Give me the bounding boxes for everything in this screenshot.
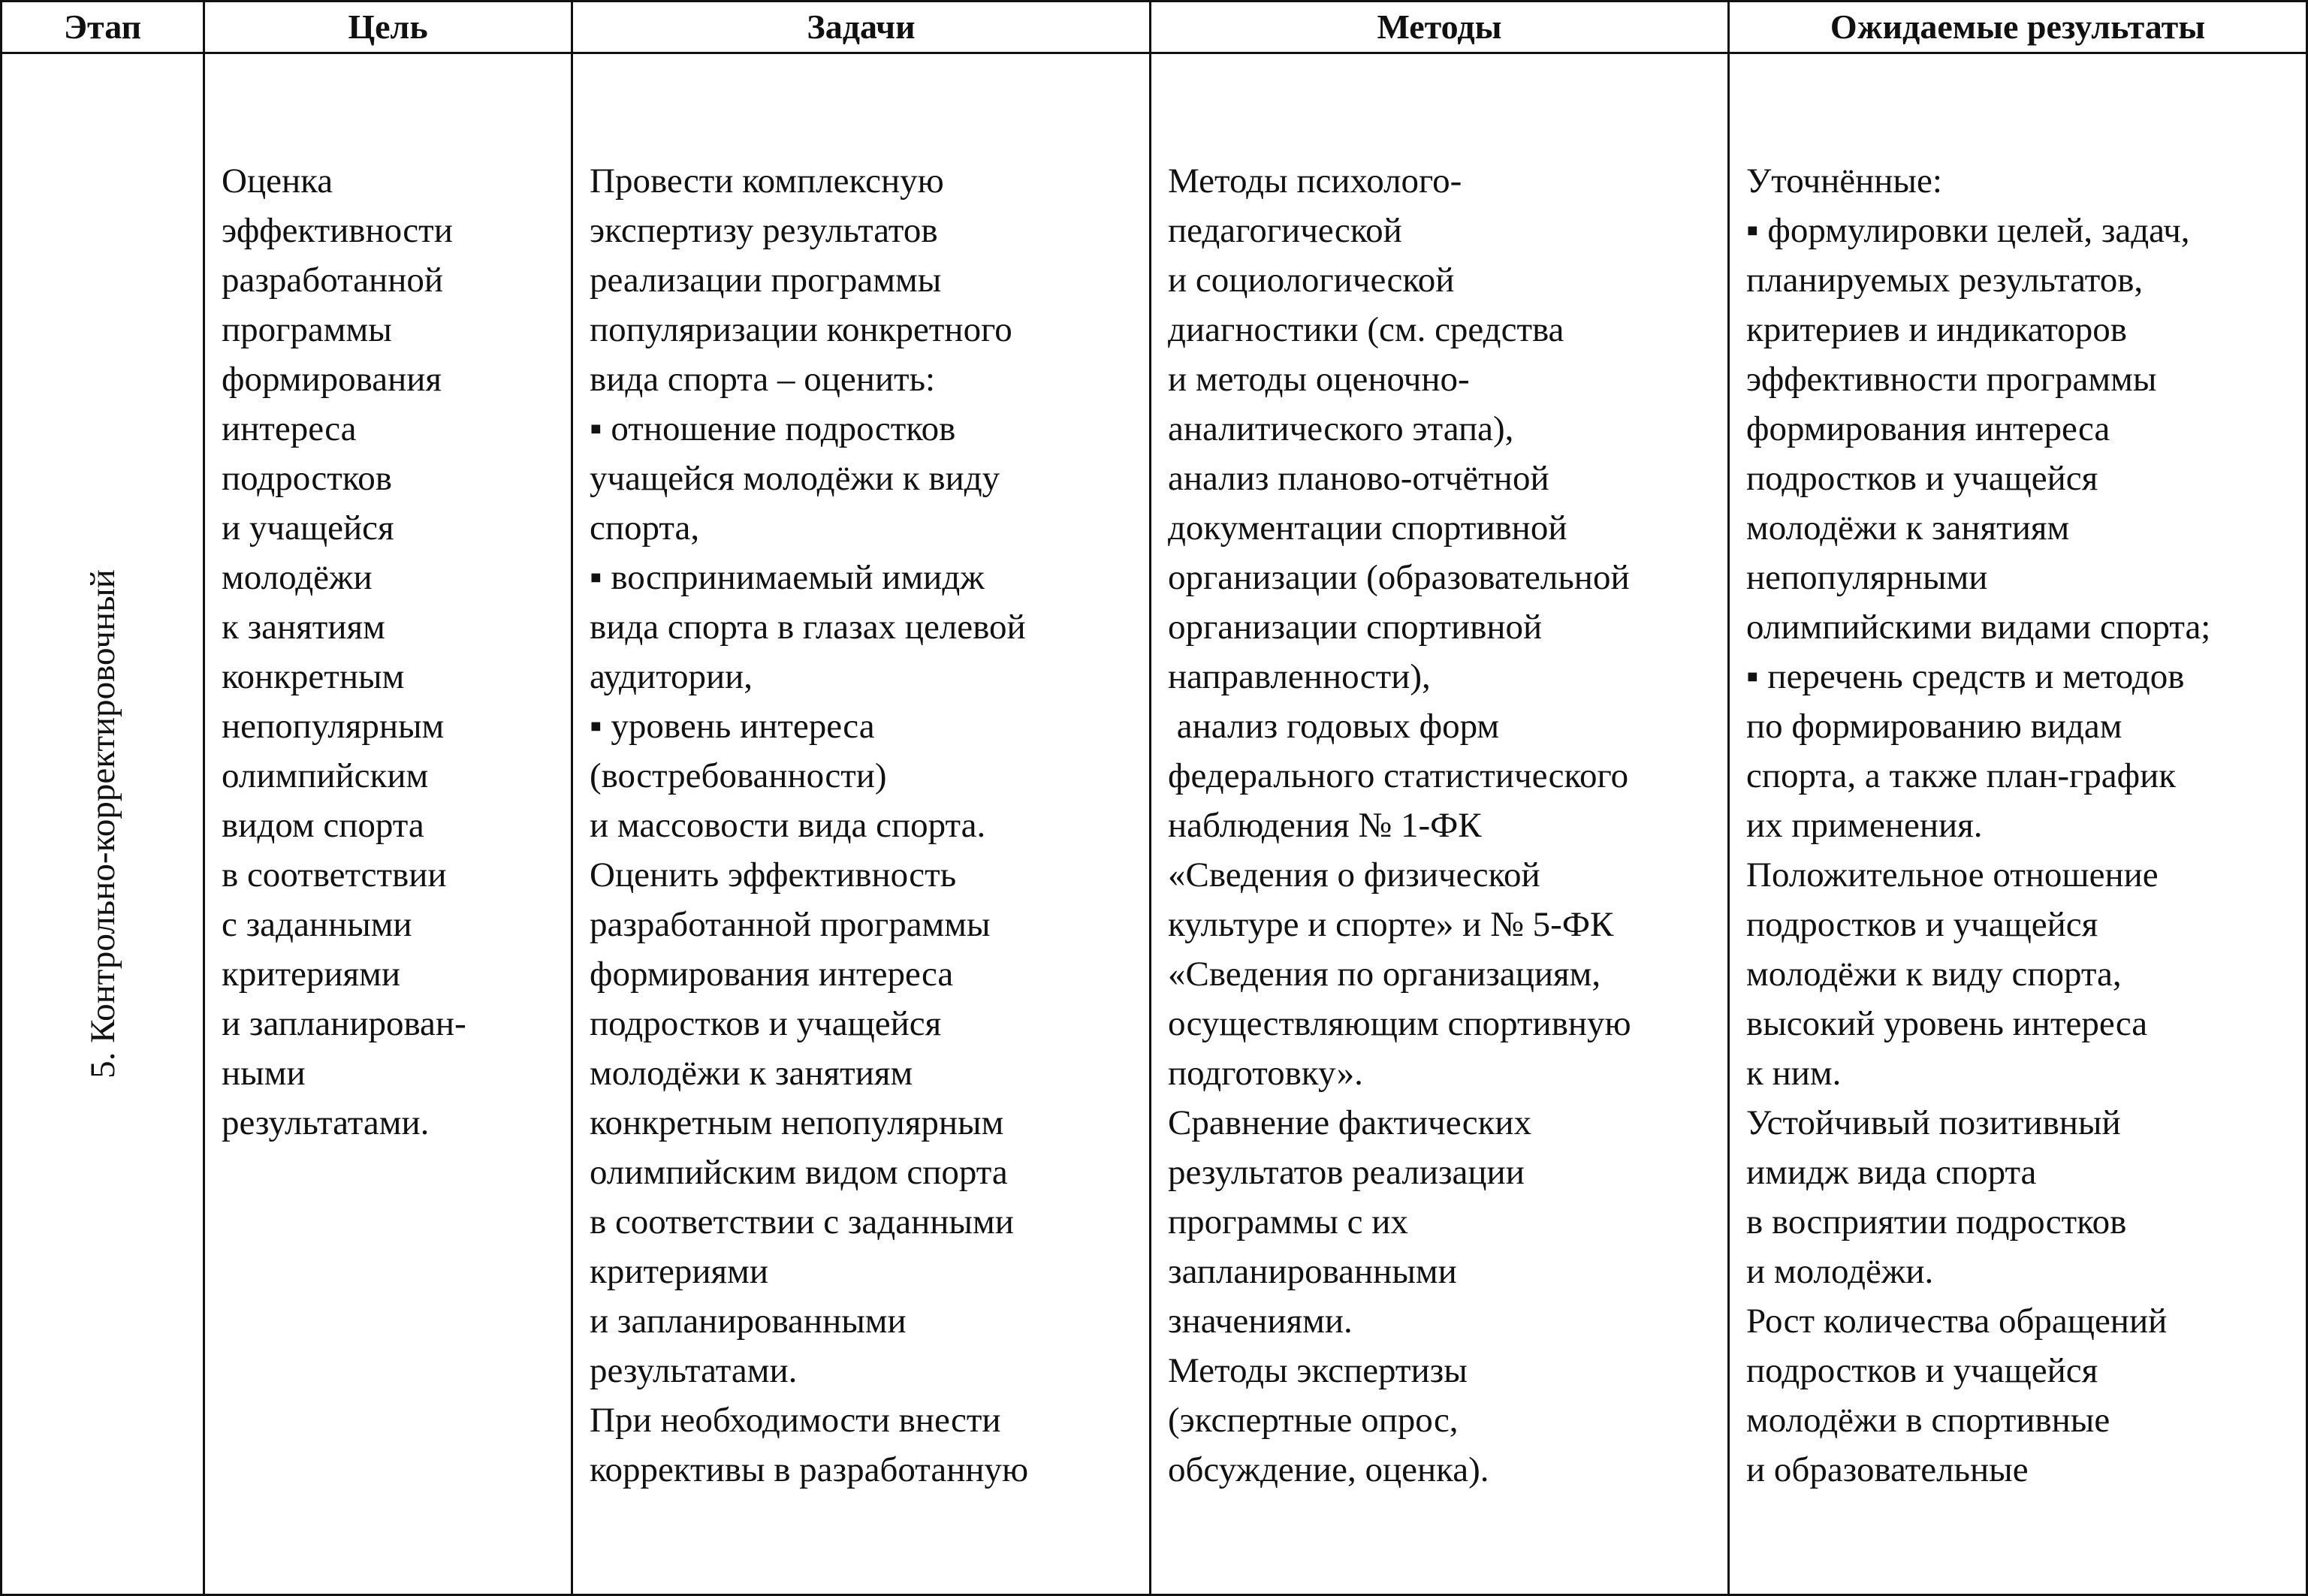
methods-cell: [1151, 53, 1729, 1595]
tasks-cell: [572, 53, 1151, 1595]
header-results: Ожидаемые результаты: [1729, 2, 2307, 53]
goal-text: Оценка эффективности разработанной программы формирования интереса подростков и учащейся молодёжи к занятиям конкретным непопулярным олимпийским видом спорта в соответствии с заданными критериями и запланирован- ными результатами.: [222, 161, 466, 1142]
tasks-text: Провести комплексную экспертизу результатов реализации программы популяризации конкретного вида спорта – оценить: ▪ отношение подростков учащейся молодёжи к виду спорта, ▪ воспринимаемый имидж вида спорта в глазах целевой аудитории, ▪ уровень интереса (востребованности) и массовости вида спорта. Оценить эффективность разработанной программы формирования интереса подростков и учащейся молодёжи к занятиям конкретным непопулярным олимпийским видом спорта в соответствии с заданными критериями и запланированными результатами. При необходимости внести коррективы в разработанную: [590, 161, 1029, 1489]
results-cell: [1729, 53, 2307, 1595]
goal-cell: [204, 53, 572, 1595]
header-stage: Этап: [2, 2, 204, 53]
stage-cell: [2, 53, 204, 1595]
stage-label: 5. Контрольно-корректировочный: [83, 569, 122, 1079]
header-goal: Цель: [204, 2, 572, 53]
header-methods: Методы: [1151, 2, 1729, 53]
table-header-row: [2, 2, 2307, 53]
results-text: Уточнённые: ▪ формулировки целей, задач, планируемых результатов, критериев и индикаторов эффективности программы формирования интереса подростков и учащейся молодёжи к занятиям непопулярными олимпийскими видами спорта; ▪ перечень средств и методов по формированию видам спорта, а также план-график их применения. Положительное отношение подростков и учащейся молодёжи к виду спорта, высокий уровень интереса к ним. Устойчивый позитивный имидж вида спорта в восприятии подростков и молодёжи. Рост количества обращений подростков и учащейся молодёжи в спортивные и образовательные: [1746, 161, 2211, 1489]
table-row: [2, 53, 2307, 1595]
header-tasks: Задачи: [572, 2, 1151, 53]
methods-text: Методы психолого- педагогической и социологической диагностики (см. средства и методы оценочно- аналитического этапа), анализ планово-отчётной документации спортивной организации (образовательной организации спортивной направленности), анализ годовых форм федерального статистического наблюдения № 1-ФК «Сведения о физической культуре и спорте» и № 5-ФК «Сведения по организациям, осуществляющим спортивную подготовку». Сравнение фактических результатов реализации программы с их запланированными значениями. Методы экспертизы (экспертные опрос, обсуждение, оценка).: [1168, 161, 1631, 1489]
